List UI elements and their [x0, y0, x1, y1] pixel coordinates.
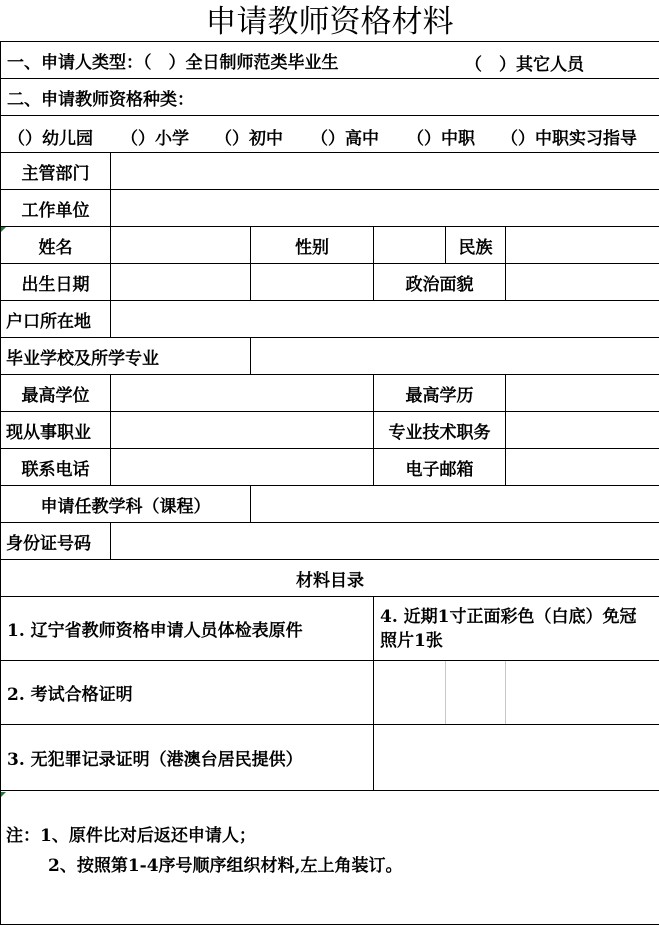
- name-row: [1, 227, 659, 264]
- work-unit-label: 工作单位: [1, 190, 111, 227]
- materials-row-1: [1, 597, 659, 661]
- subject-field[interactable]: [251, 486, 659, 523]
- job-row: [1, 412, 659, 449]
- id-number-label: 身份证号码: [1, 523, 111, 560]
- department-row: [1, 153, 659, 190]
- notes-row: [1, 791, 659, 925]
- household-label: 户口所在地: [1, 301, 111, 338]
- qualification-type-label: 二、申请教师资格种类：: [1, 79, 659, 116]
- materials-heading-row: [1, 560, 659, 597]
- material-item-2: 2. 考试合格证明: [1, 661, 374, 725]
- option-other-person[interactable]: （ ）其它人员: [465, 55, 584, 75]
- school-major-label: 毕业学校及所学专业: [1, 338, 251, 375]
- id-number-field[interactable]: [111, 523, 659, 560]
- option-junior-high[interactable]: （）初中: [215, 129, 283, 149]
- phone-label: 联系电话: [1, 449, 111, 486]
- department-field[interactable]: [111, 153, 659, 190]
- name-label: 姓名: [1, 227, 111, 264]
- highest-degree-label: 最高学位: [1, 375, 111, 412]
- birth-date-field[interactable]: [111, 264, 251, 301]
- email-label: 电子邮箱: [374, 449, 506, 486]
- tech-title-field[interactable]: [506, 412, 659, 449]
- household-field[interactable]: [111, 301, 659, 338]
- highest-education-label: 最高学历: [374, 375, 506, 412]
- material-cell-d: [374, 725, 659, 791]
- current-job-field[interactable]: [111, 412, 374, 449]
- materials-row-3: [1, 725, 659, 791]
- note-line-2: 2、按照第1-4序号顺序组织材料,左上角装订。: [48, 856, 403, 876]
- subject-row: [1, 486, 659, 523]
- political-status-label: 政治面貌: [374, 264, 506, 301]
- page-title: 申请教师资格材料: [205, 4, 454, 40]
- work-unit-row: [1, 190, 659, 227]
- department-label: 主管部门: [1, 153, 111, 190]
- work-unit-field[interactable]: [111, 190, 659, 227]
- materials-heading: 材料目录: [1, 560, 659, 597]
- cell-marker-icon: [1, 227, 6, 232]
- material-item-3: 3. 无犯罪记录证明（港澳台居民提供）: [1, 725, 374, 791]
- highest-education-field[interactable]: [506, 375, 659, 412]
- current-job-label: 现从事职业: [1, 412, 111, 449]
- gender-label: 性别: [251, 227, 374, 264]
- degree-row: [1, 375, 659, 412]
- material-cell-c: [506, 661, 659, 725]
- material-item-1: 1. 辽宁省教师资格申请人员体检表原件: [1, 597, 374, 661]
- material-cell-b: [446, 661, 506, 725]
- id-number-row: [1, 523, 659, 560]
- gender-field[interactable]: [374, 227, 446, 264]
- highest-degree-field[interactable]: [111, 375, 374, 412]
- phone-field[interactable]: [111, 449, 374, 486]
- applicant-type-row: [1, 42, 659, 79]
- email-field[interactable]: [506, 449, 659, 486]
- material-cell-a: [374, 661, 446, 725]
- ethnicity-label: 民族: [446, 227, 506, 264]
- qualification-type-row: [1, 79, 659, 116]
- application-form: [0, 41, 659, 925]
- materials-row-2: [1, 661, 659, 725]
- note-line-1: 注：1、原件比对后返还申请人；: [6, 826, 256, 846]
- school-major-field[interactable]: [251, 338, 659, 375]
- tech-title-label: 专业技术职务: [374, 412, 506, 449]
- political-status-field[interactable]: [506, 264, 659, 301]
- material-item-4: 4. 近期1寸正面彩色（白底）免冠照片1张: [374, 597, 659, 661]
- option-primary[interactable]: （）小学: [121, 129, 189, 149]
- option-vocational[interactable]: （）中职: [407, 129, 475, 149]
- option-normal-graduate[interactable]: （ ）全日制师范类毕业生: [143, 52, 339, 73]
- applicant-type-label: 一、申请人类型：: [7, 52, 143, 73]
- contact-row: [1, 449, 659, 486]
- cell-marker-icon: [1, 792, 6, 797]
- option-vocational-practice[interactable]: （）中职实习指导: [501, 129, 637, 149]
- birth-date-field-extra[interactable]: [251, 264, 374, 301]
- birth-date-label: 出生日期: [1, 264, 111, 301]
- birth-row: [1, 264, 659, 301]
- name-field[interactable]: [111, 227, 251, 264]
- option-senior-high[interactable]: （）高中: [311, 129, 379, 149]
- subject-label: 申请任教学科（课程）: [1, 486, 251, 523]
- option-kindergarten[interactable]: （）幼儿园: [8, 129, 93, 149]
- ethnicity-field[interactable]: [506, 227, 659, 264]
- qualification-options-row: [1, 116, 659, 153]
- school-major-row: [1, 338, 659, 375]
- household-row: [1, 301, 659, 338]
